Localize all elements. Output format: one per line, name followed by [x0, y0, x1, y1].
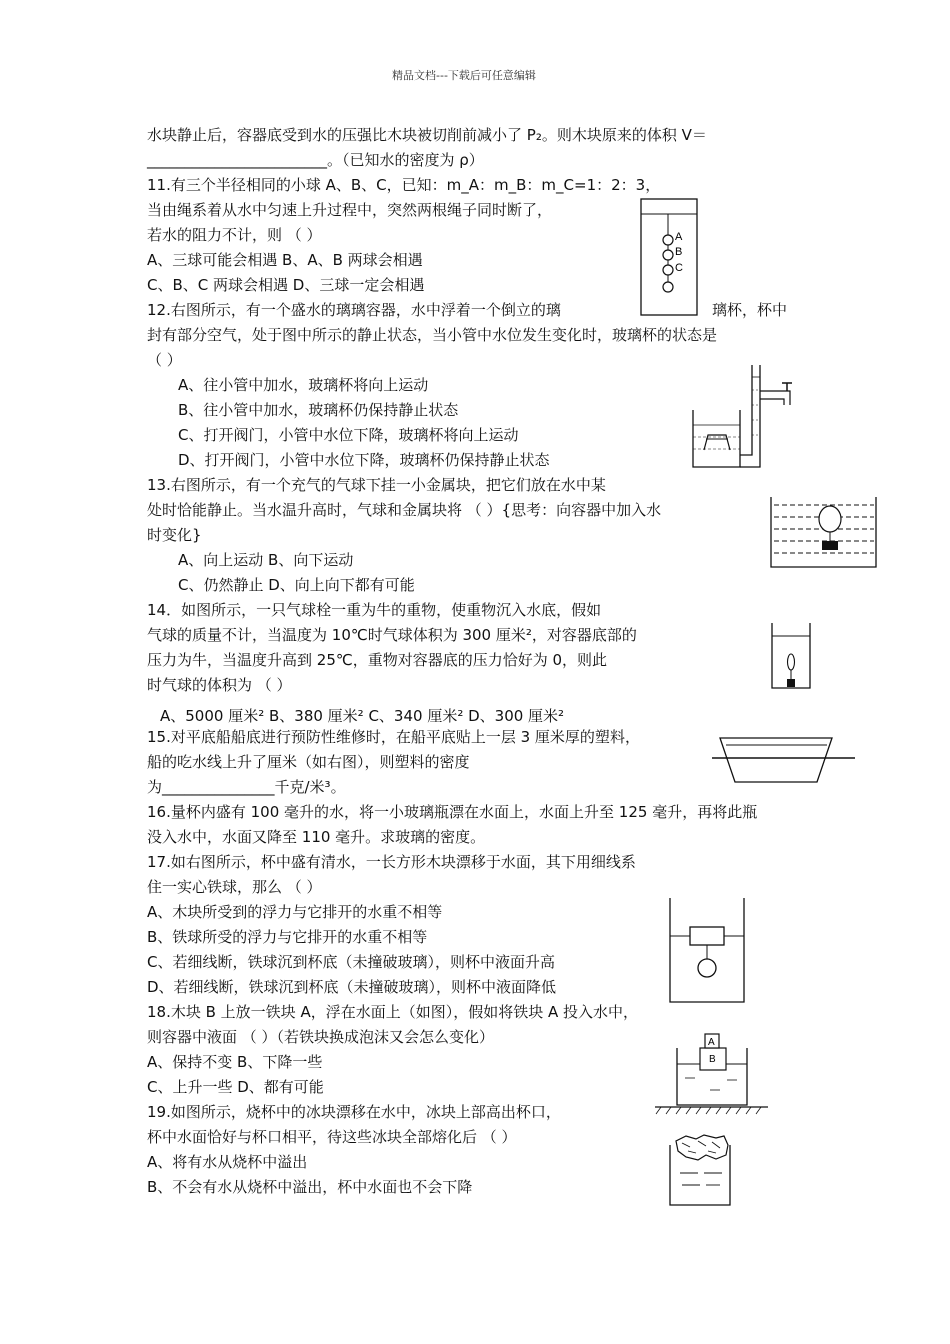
text-line: 若水的阻力不计，则 （ ） [147, 226, 322, 244]
figure-q15-boat [712, 730, 857, 785]
question-17: 17.如右图所示，杯中盛有清水，一长方形木块漂移于水面，其下用细线系 [147, 853, 636, 871]
figure-q19-beaker-ice [668, 1133, 738, 1208]
text-line: 封有部分空气，处于图中所示的静止状态，当小管中水位发生变化时，玻璃杯的状态是 [147, 326, 718, 344]
option-line: A、三球可能会相遇 B、A、B 两球会相遇 [147, 251, 423, 269]
option-line: C、打开阀门，小管中水位下降，玻璃杯将向上运动 [178, 426, 519, 444]
option-line: A、往小管中加水，玻璃杯将向上运动 [178, 376, 429, 394]
figure-q13-balloon-tank [770, 495, 880, 570]
option-line: A、5000 厘米² B、380 厘米² C、340 厘米² D、300 厘米² [160, 707, 565, 725]
figure-q17-cup [668, 897, 750, 1005]
figure-q18-container [655, 1030, 770, 1115]
option-line: A、将有水从烧杯中溢出 [147, 1153, 308, 1171]
text-line: 为_______________千克/米³。 [147, 778, 346, 796]
option-line: A、木块所受到的浮力与它排开的水重不相等 [147, 903, 443, 921]
block-label: B [709, 1054, 716, 1065]
figure-q14-beaker [770, 622, 815, 692]
text-line: 水块静止后，容器底受到水的压强比木块被切削前减小了 P₂。则木块原来的体积 V＝ [147, 126, 707, 144]
text-line: 压力为牛，当温度升高到 25℃，重物对容器底的压力恰好为 0，则此 [147, 651, 608, 669]
text-line: 船的吃水线上升了厘米（如右图），则塑料的密度 [147, 753, 470, 771]
option-line: D、若细线断，铁球沉到杯底（未撞破玻璃），则杯中液面降低 [147, 978, 557, 996]
text-line: 没入水中，水面又降至 110 毫升。求玻璃的密度。 [147, 828, 486, 846]
figure-q12-container [690, 355, 815, 470]
text-line: 时变化} [147, 526, 202, 544]
text-line: 璃杯，杯中 [712, 301, 788, 319]
question-12: 12.右图所示，有一个盛水的璃璃容器，水中浮着一个倒立的璃 [147, 301, 561, 319]
block-label: A [708, 1037, 715, 1048]
question-13: 13.右图所示，有一个充气的气球下挂一小金属块，把它们放在水中某 [147, 476, 606, 494]
text-line: 则容器中液面 （ ）（若铁块换成泡沫又会怎么变化） [147, 1028, 495, 1046]
text-line: 杯中水面恰好与杯口相平，待这些冰块全部熔化后 （ ） [147, 1128, 517, 1146]
text-line: 处时恰能静止。当水温升高时，气球和金属块将 （ ）{思考：向容器中加入水 [147, 501, 662, 519]
ball-label: B [675, 246, 683, 258]
question-18: 18.木块 B 上放一铁块 A，浮在水面上（如图），假如将铁块 A 投入水中， [147, 1003, 639, 1021]
question-14: 14．如图所示，一只气球栓一重为牛的重物，使重物沉入水底，假如 [147, 601, 602, 619]
ball-label: A [675, 231, 683, 243]
question-16: 16.量杯内盛有 100 毫升的水，将一小玻璃瓶漂在水面上，水面上升至 125 毫升，再将此瓶 [147, 803, 758, 821]
text-line: 住一实心铁球，那么 （ ） [147, 878, 322, 896]
text-line: 气球的质量不计，当温度为 10℃时气球体积为 300 厘米²，对容器底部的 [147, 626, 637, 644]
option-line: D、打开阀门，小管中水位下降，玻璃杯仍保持静止状态 [178, 451, 550, 469]
option-line: C、B、C 两球会相遇 D、三球一定会相遇 [147, 276, 425, 294]
ball-label: C [675, 262, 683, 274]
option-line: A、向上运动 B、向下运动 [178, 551, 354, 569]
text-line: ________________________。（已知水的密度为 ρ） [147, 151, 484, 169]
option-line: C、上升一些 D、都有可能 [147, 1078, 324, 1096]
question-11: 11.有三个半径相同的小球 A、B、C，已知：m_A：m_B：m_C=1：2：3， [147, 176, 661, 194]
text-line: （ ） [147, 351, 182, 369]
text-line: 当由绳系着从水中匀速上升过程中，突然两根绳子同时断了， [147, 201, 553, 219]
option-line: B、不会有水从烧杯中溢出，杯中水面也不会下降 [147, 1178, 473, 1196]
option-line: B、铁球所受的浮力与它排开的水重不相等 [147, 928, 428, 946]
figure-q11-beaker [640, 198, 704, 318]
option-line: C、仍然静止 D、向上向下都有可能 [178, 576, 415, 594]
option-line: A、保持不变 B、下降一些 [147, 1053, 323, 1071]
question-15: 15.对平底船船底进行预防性维修时，在船平底贴上一层 3 厘米厚的塑料， [147, 728, 640, 746]
option-line: C、若细线断，铁球沉到杯底（未撞破玻璃），则杯中液面升高 [147, 953, 555, 971]
question-19: 19.如图所示，烧杯中的冰块漂移在水中，冰块上部高出杯口， [147, 1103, 561, 1121]
page-header: 精品文档---下载后可任意编辑 [392, 69, 536, 82]
option-line: B、往小管中加水，玻璃杯仍保持静止状态 [178, 401, 459, 419]
text-line: 时气球的体积为 （ ） [147, 676, 292, 694]
